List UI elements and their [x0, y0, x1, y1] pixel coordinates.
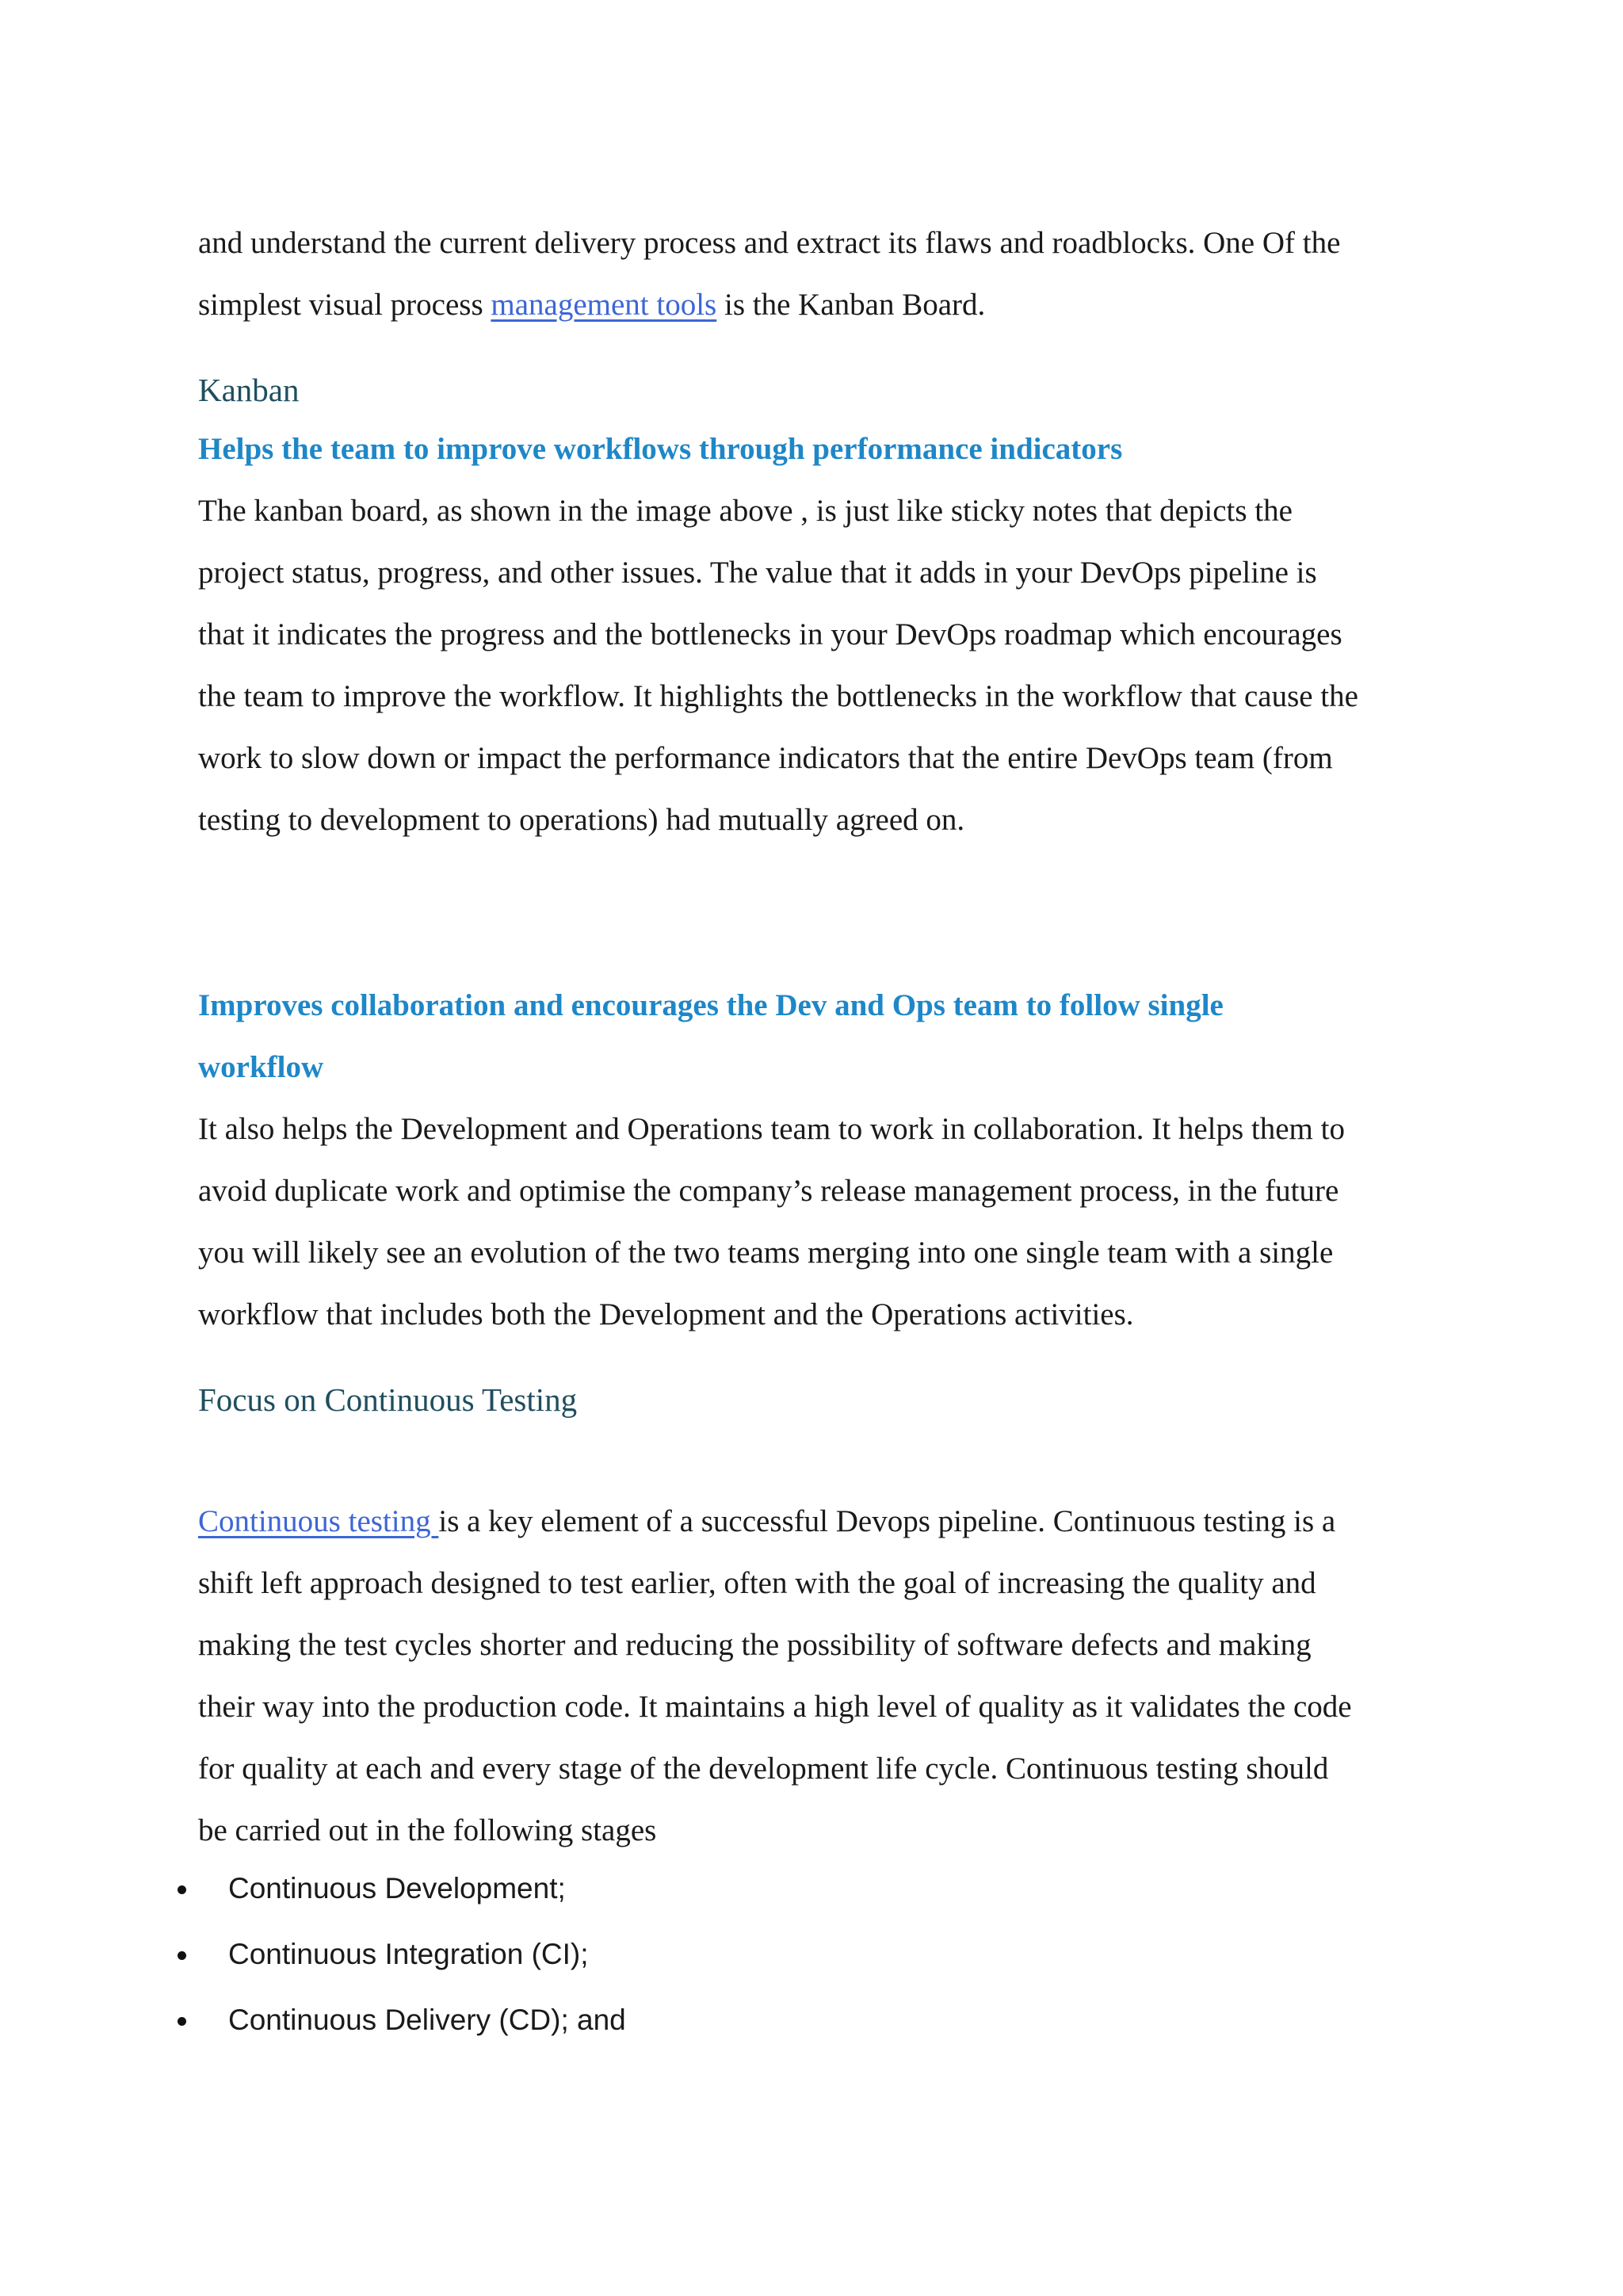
kanban-subheading-performance: Helps the team to improve workflows through performance indicators [198, 432, 1123, 466]
paragraph-line: their way into the production code. It maintains a high level of quality as it validates the code [198, 1690, 1352, 1724]
paragraph-line: project status, progress, and other issues. The value that it adds in your DevOps pipeline is [198, 556, 1317, 590]
stages-list [178, 1865, 626, 2062]
subheading-line: workflow [198, 1050, 324, 1084]
bullet-icon [178, 1951, 186, 1960]
kanban-paragraph-2 [198, 1098, 1450, 1346]
paragraph-line: avoid duplicate work and optimise the company’s release management process, in the future [198, 1174, 1339, 1208]
paragraph-line: testing to development to operations) had mutually agreed on. [198, 803, 965, 837]
paragraph-line: The kanban board, as shown in the image above , is just like sticky notes that depicts the [198, 494, 1293, 528]
list-item-text: Continuous Integration (CI); [228, 1938, 589, 1970]
list-item-text: Continuous Delivery (CD); and [228, 2004, 626, 2036]
paragraph-line: that it indicates the progress and the bottlenecks in your DevOps roadmap which encourages [198, 617, 1342, 651]
continuous-testing-link[interactable]: Continuous testing [198, 1504, 439, 1538]
bullet-icon [178, 1885, 186, 1894]
paragraph-line: you will likely see an evolution of the two teams merging into one single team with a single [198, 1236, 1334, 1270]
subheading-line: Improves collaboration and encourages the Dev and Ops team to follow single [198, 988, 1224, 1022]
stages-list-wrapper [198, 1865, 1450, 2071]
paragraph-line: be carried out in the following stages [198, 1813, 657, 1847]
paragraph-line: It also helps the Development and Operations team to work in collaboration. It helps them to [198, 1112, 1345, 1146]
continuous-testing-heading: Focus on Continuous Testing [198, 1381, 578, 1418]
kanban-paragraph-1 [198, 480, 1450, 851]
intro-paragraph [198, 212, 1450, 336]
kanban-subheading-collaboration [198, 975, 1450, 1098]
list-item [178, 1996, 626, 2062]
bullet-icon [178, 2017, 186, 2026]
paragraph-line: for quality at each and every stage of the development life cycle. Continuous testing should [198, 1752, 1329, 1786]
paragraph-line: making the test cycles shorter and reducing the possibility of software defects and making [198, 1628, 1312, 1662]
paragraph-line [198, 1491, 1450, 1553]
intro-line-2 [198, 274, 1450, 336]
paragraph-line: work to slow down or impact the performance indicators that the entire DevOps team (from [198, 741, 1333, 775]
continuous-testing-paragraph [198, 1491, 1450, 1862]
list-item-text: Continuous Development; [228, 1872, 566, 1904]
intro-line-2-before: simplest visual process [198, 288, 491, 322]
list-item [178, 1931, 626, 1996]
document-page [198, 212, 1450, 2071]
kanban-heading: Kanban [198, 372, 300, 408]
list-item [178, 1865, 626, 1931]
intro-line-2-after: is the Kanban Board. [716, 288, 986, 322]
paragraph-text: is a key element of a successful Devops pipeline. Continuous testing is a [438, 1504, 1336, 1538]
management-tools-link[interactable]: management tools [491, 288, 717, 322]
intro-line-1: and understand the current delivery process and extract its flaws and roadblocks. One Of the [198, 226, 1341, 260]
paragraph-line: shift left approach designed to test earlier, often with the goal of increasing the quality and [198, 1566, 1316, 1600]
paragraph-line: the team to improve the workflow. It highlights the bottlenecks in the workflow that cause the [198, 679, 1358, 713]
paragraph-line: workflow that includes both the Development and the Operations activities. [198, 1297, 1134, 1331]
